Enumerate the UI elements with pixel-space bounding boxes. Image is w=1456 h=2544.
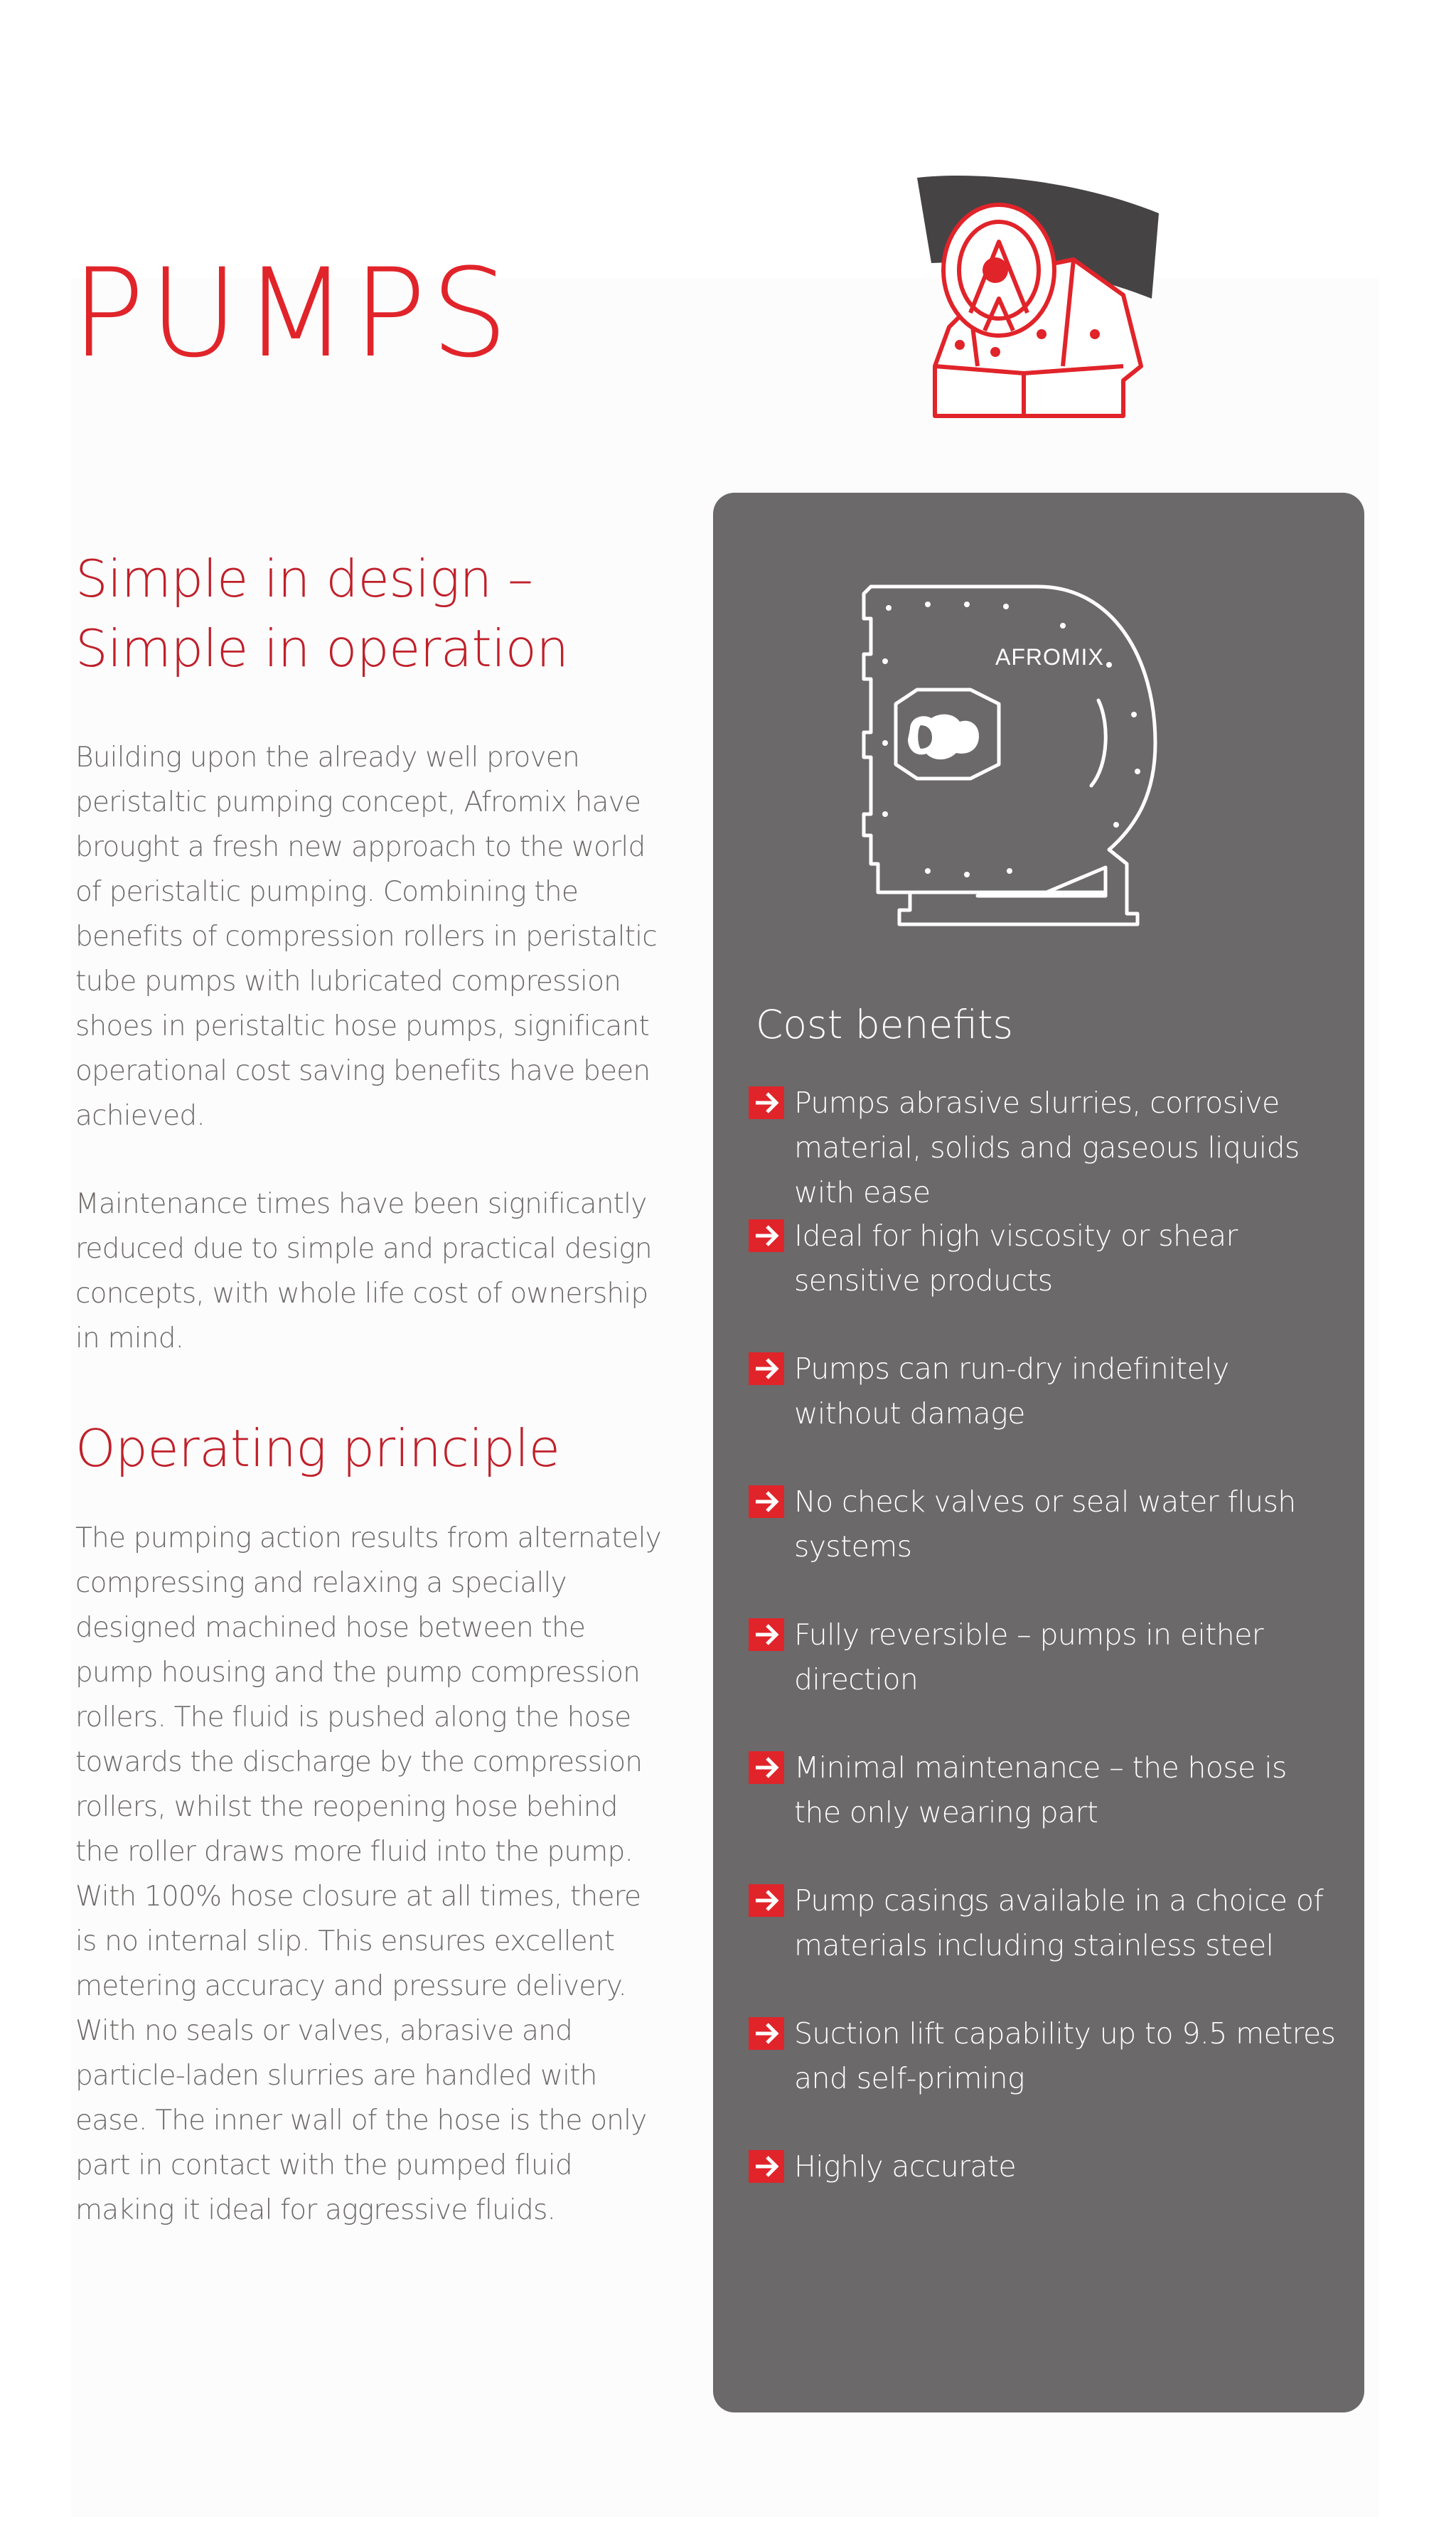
arrow-right-icon (749, 1219, 784, 1252)
list-item (749, 1746, 1346, 1878)
list-item (749, 2011, 1346, 2144)
list-item (749, 1347, 1346, 1480)
benefit-text: Pump casings available in a choice of materials including stainless steel (794, 1883, 1324, 1962)
maintenance-paragraph: Maintenance times have been significantly reduced due to simple and practical design concepts, with whole life cost of ownership in mind. (75, 1188, 652, 1354)
list-item (749, 1081, 1346, 1214)
intro-paragraph: Building upon the already well proven peristaltic pumping concept, Afromix have brought a fresh new approach to the world of peristaltic pumping. Combining the benefits of compression rollers in peristaltic tube pumps with lubricated compression shoes in peristaltic hose pumps, significant operational cost saving benefits have been achieved. (75, 742, 657, 1132)
arrow-right-icon (749, 1352, 784, 1385)
cost-benefits-heading: Cost benefits (756, 1002, 1014, 1047)
benefit-text: Suction lift capability up to 9.5 metres and self-priming (794, 2016, 1336, 2095)
page-title: PUMPS (71, 242, 513, 385)
benefit-text: Pumps can run-dry indefinitely without damage (794, 1352, 1229, 1431)
list-item (749, 2144, 1346, 2277)
benefit-text: Pumps abrasive slurries, corrosive material, solids and gaseous liquids with ease (794, 1086, 1300, 1209)
pump-roller-icon (917, 174, 1159, 427)
operating-paragraph: The pumping action results from alternately compressing and relaxing a specially designed machined hose between the pump housing and the pump compression rollers. The fluid is pushed along the hose towards the discharge by the compression rollers, whilst the reopening hose behind the roller draws more fluid into the pump. With 100% hose closure at all times, there is no internal slip. This ensures excellent metering accuracy and pressure delivery. With no seals or valves, abrasive and particle-laden slurries are handled with ease. The inner wall of the hose is the only part in contact with the pumped fluid making it ideal for aggressive fluids. (75, 1522, 661, 2226)
left-column (75, 544, 665, 2233)
list-item (749, 1878, 1346, 2011)
heading-line-1: Simple in design – (75, 549, 533, 609)
list-item (749, 1613, 1346, 1746)
benefit-text: Ideal for high viscosity or shear sensitive products (794, 1219, 1238, 1298)
benefits-list (749, 1081, 1346, 2277)
benefit-text: No check valves or seal water flush systems (794, 1485, 1296, 1564)
arrow-right-icon (749, 2150, 784, 2183)
arrow-right-icon (749, 1884, 784, 1917)
arrow-right-icon (749, 1086, 784, 1119)
benefit-text: Fully reversible – pumps in either direction (794, 1618, 1264, 1696)
arrow-right-icon (749, 2017, 784, 2050)
pump-housing-illustration (857, 579, 1162, 935)
heading-operating-principle: Operating principle (75, 1418, 560, 1478)
benefit-text: Highly accurate (794, 2149, 1016, 2184)
benefit-text: Minimal maintenance – the hose is the only wearing part (794, 1751, 1287, 1829)
heading-simple-design (75, 544, 665, 683)
list-item (749, 1480, 1346, 1613)
afromix-logo-text: AFROMIX (995, 644, 1104, 670)
list-item (749, 1214, 1346, 1347)
arrow-right-icon (749, 1751, 784, 1784)
arrow-right-icon (749, 1485, 784, 1518)
heading-line-2: Simple in operation (75, 619, 569, 678)
arrow-right-icon (749, 1618, 784, 1651)
